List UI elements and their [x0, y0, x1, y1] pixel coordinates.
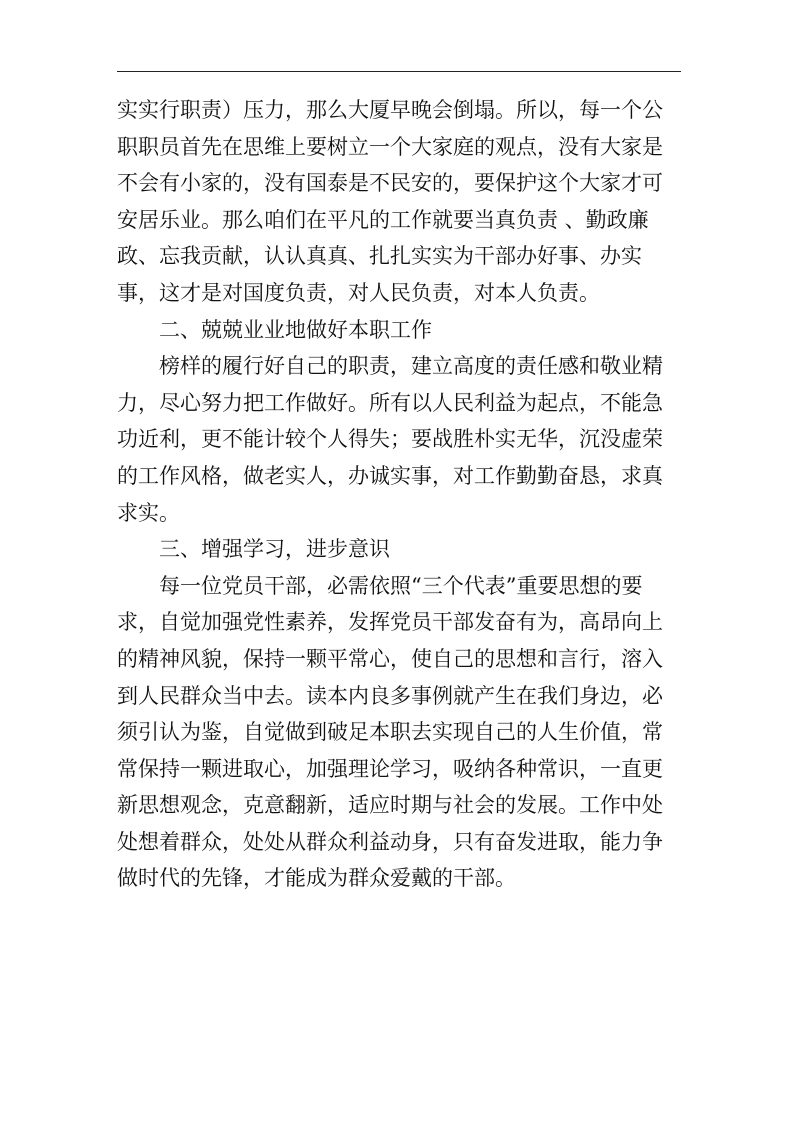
section-heading-2: 二、兢兢业业地做好本职工作: [159, 317, 432, 342]
header-rule: [117, 71, 681, 72]
paragraph-learning: 每一位党员干部，必需依照“三个代表”重要思想的要求，自觉加强党性素养，发挥党员干部发奋有为，高昂向上的精神风貌，保持一颗平常心，使自己的思想和言行，溶入到人民群众当中去。读本内良多事例就产生在我们身边，必须引认为鉴，自觉做到破足本职去实现自己的人生价值，常常保持一颗进取心，加强理论学习，吸纳各种常识，一直更新思想观念，克意翻新，适应时期与社会的发展。工作中处处想着群众，处处从群众利益动身，只有奋发进取，能力争做时代的先锋，才能成为群众爱戴的干部。: [117, 573, 663, 891]
section-heading-3: 三、增强学习，进步意识: [159, 537, 390, 562]
paragraph-continuation: 实实行职责）压力，那么大厦早晚会倒塌。所以，每一个公职职员首先在思维上要树立一个大家庭的观点，没有大家是不会有小家的，没有国泰是不民安的，要保护这个大家才可安居乐业。那么咱们在平凡的工作就要当真负责 、勤政廉政、忘我贡献，认认真真、扎扎实实为干部办好事、办实事，这才是对国度负责，对人民负责，对本人负责。: [117, 98, 663, 305]
paragraph-duty: 榜样的履行好自己的职责，建立高度的责任感和敬业精力，尽心努力把工作做好。所有以人民利益为起点，不能急功近利，更不能计较个人得失；要战胜朴实无华，沉没虚荣的工作风格，做老实人，办诚实事，对工作勤勤奋恳，求真求实。: [117, 354, 663, 525]
document-body: [117, 92, 683, 897]
